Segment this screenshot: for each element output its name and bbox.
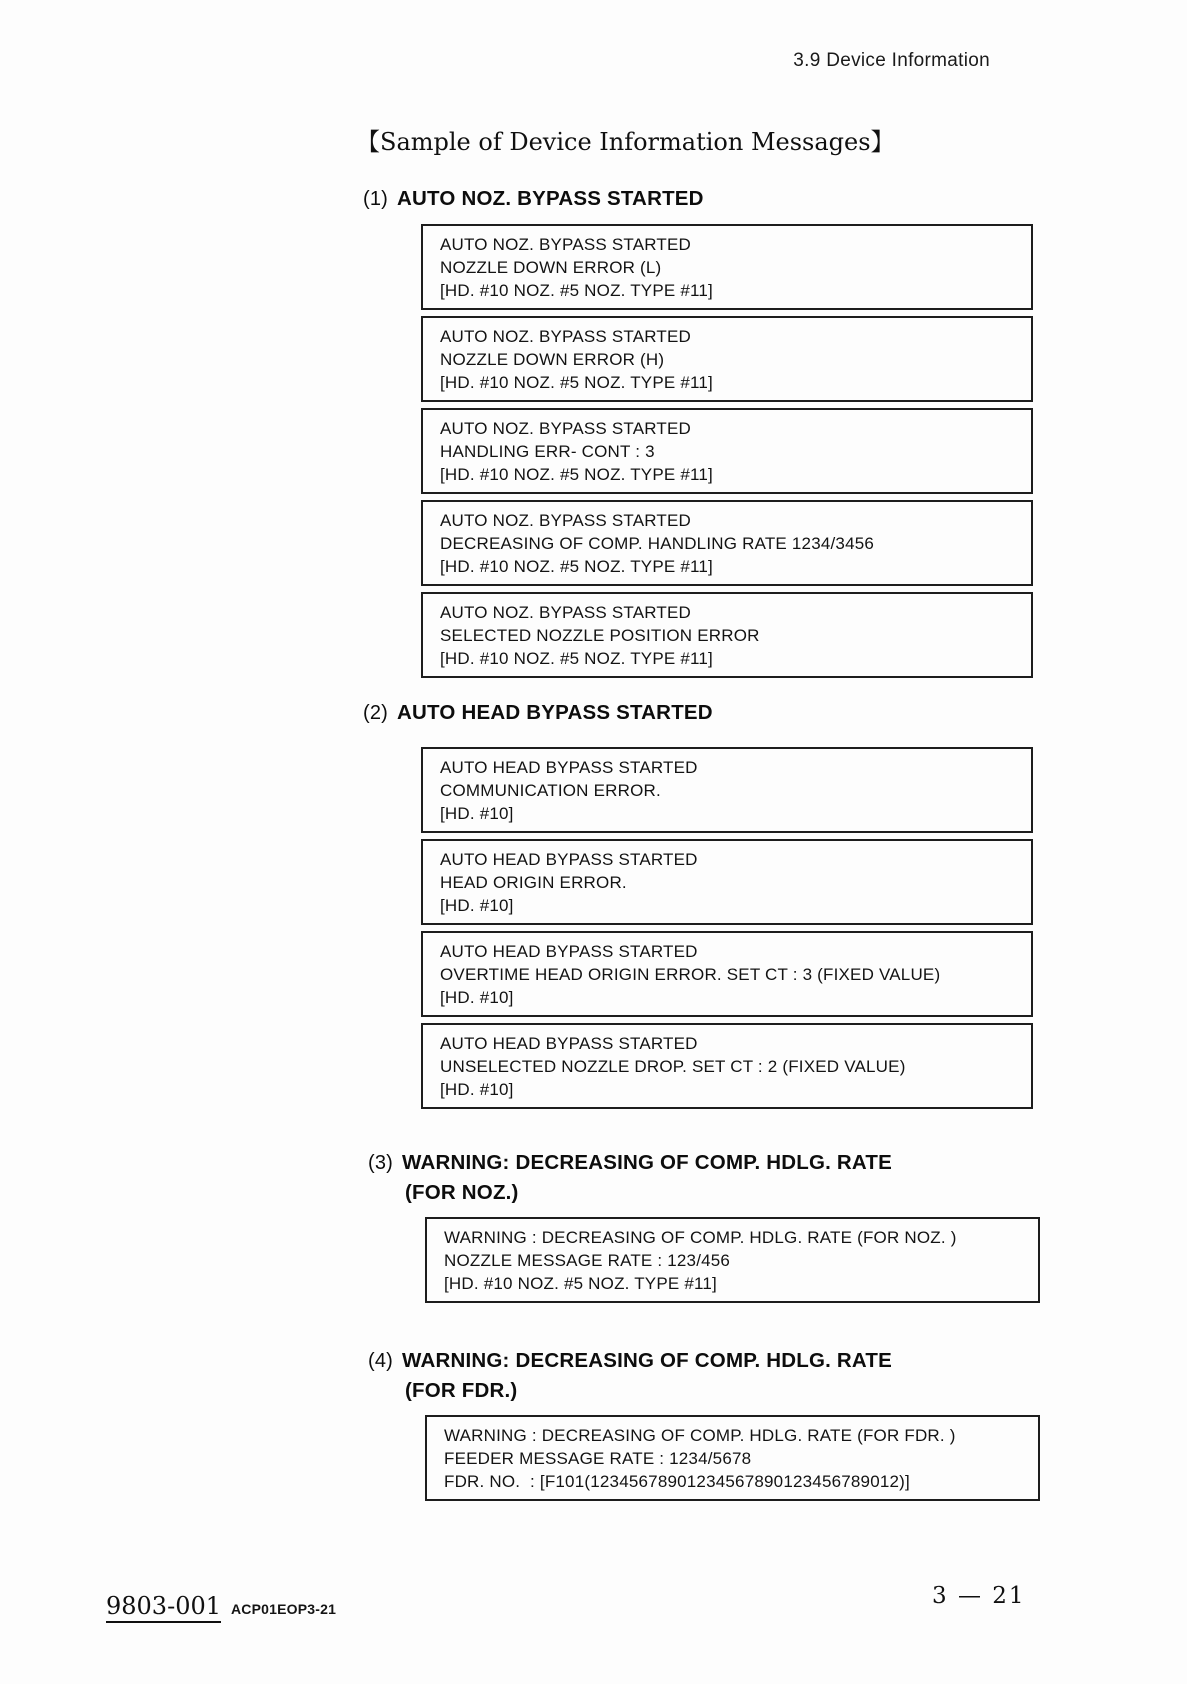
message-box-group-1 <box>421 224 1033 684</box>
message-box <box>421 592 1033 678</box>
message-line: AUTO HEAD BYPASS STARTED <box>440 942 698 961</box>
message-box <box>421 747 1033 833</box>
section-heading-1 <box>363 184 704 214</box>
message-line: NOZZLE DOWN ERROR (L) <box>440 258 662 277</box>
message-line: [HD. #10 NOZ. #5 NOZ. TYPE #11] <box>444 1274 717 1293</box>
message-box <box>421 224 1033 310</box>
section-heading-text: AUTO NOZ. BYPASS STARTED <box>397 187 704 210</box>
message-line: WARNING : DECREASING OF COMP. HDLG. RATE (FOR FDR. ) <box>444 1426 956 1445</box>
message-box-group-2 <box>421 747 1033 1115</box>
message-line: [HD. #10] <box>440 988 514 1007</box>
message-box-group-3 <box>425 1217 1040 1309</box>
message-line: AUTO NOZ. BYPASS STARTED <box>440 327 692 346</box>
message-line: [HD. #10 NOZ. #5 NOZ. TYPE #11] <box>440 649 713 668</box>
page-title: 【Sample of Device Information Messages】 <box>356 128 895 156</box>
section-heading-text: AUTO HEAD BYPASS STARTED <box>397 701 713 724</box>
message-line: UNSELECTED NOZZLE DROP. SET CT : 2 (FIXED VALUE) <box>440 1057 906 1076</box>
message-line: [HD. #10 NOZ. #5 NOZ. TYPE #11] <box>440 465 713 484</box>
section-number: (1) <box>363 188 389 210</box>
footer-doc-code: ACP01EOP3-21 <box>231 1601 337 1617</box>
footer-doc-number: 9803-001 <box>106 1592 221 1623</box>
message-line: AUTO HEAD BYPASS STARTED <box>440 850 698 869</box>
message-box <box>421 931 1033 1017</box>
message-line: SELECTED NOZZLE POSITION ERROR <box>440 626 760 645</box>
message-line: COMMUNICATION ERROR. <box>440 781 661 800</box>
section-number: (2) <box>363 702 389 724</box>
message-line: [HD. #10 NOZ. #5 NOZ. TYPE #11] <box>440 557 713 576</box>
message-line: NOZZLE DOWN ERROR (H) <box>440 350 665 369</box>
message-box <box>421 408 1033 494</box>
message-line: HANDLING ERR- CONT : 3 <box>440 442 655 461</box>
section-number: (4) <box>368 1350 394 1372</box>
section-heading-line2: (FOR NOZ.) <box>405 1181 519 1204</box>
section-heading-text: WARNING: DECREASING OF COMP. HDLG. RATE <box>402 1151 892 1174</box>
message-line: AUTO NOZ. BYPASS STARTED <box>440 419 692 438</box>
message-box <box>425 1217 1040 1303</box>
section-number: (3) <box>368 1152 394 1174</box>
message-line: AUTO NOZ. BYPASS STARTED <box>440 603 692 622</box>
message-line: [HD. #10 NOZ. #5 NOZ. TYPE #11] <box>440 373 713 392</box>
message-line: OVERTIME HEAD ORIGIN ERROR. SET CT : 3 (FIXED VALUE) <box>440 965 941 984</box>
message-line: NOZZLE MESSAGE RATE : 123/456 <box>444 1251 731 1270</box>
message-box <box>425 1415 1040 1501</box>
message-line: AUTO HEAD BYPASS STARTED <box>440 758 698 777</box>
section-heading-line2: (FOR FDR.) <box>405 1379 518 1402</box>
message-line: HEAD ORIGIN ERROR. <box>440 873 627 892</box>
footer-page-number: 3 — 21 <box>932 1583 1026 1609</box>
message-line: [HD. #10 NOZ. #5 NOZ. TYPE #11] <box>440 281 713 300</box>
message-line: [HD. #10] <box>440 804 514 823</box>
message-box <box>421 1023 1033 1109</box>
message-line: [HD. #10] <box>440 896 514 915</box>
message-line: FDR. NO. : [F101(12345678901234567890123456789012)] <box>444 1472 910 1491</box>
message-line: FEEDER MESSAGE RATE : 1234/5678 <box>444 1449 752 1468</box>
message-line: AUTO NOZ. BYPASS STARTED <box>440 235 692 254</box>
message-line: AUTO NOZ. BYPASS STARTED <box>440 511 692 530</box>
message-box <box>421 839 1033 925</box>
message-box-group-4 <box>425 1415 1040 1507</box>
section-heading-text: WARNING: DECREASING OF COMP. HDLG. RATE <box>402 1349 892 1372</box>
message-line: AUTO HEAD BYPASS STARTED <box>440 1034 698 1053</box>
footer-left <box>106 1592 336 1623</box>
section-heading-2 <box>363 698 713 728</box>
message-box <box>421 316 1033 402</box>
section-heading-3 <box>368 1148 892 1208</box>
message-line: DECREASING OF COMP. HANDLING RATE 1234/3456 <box>440 534 875 553</box>
message-line: WARNING : DECREASING OF COMP. HDLG. RATE (FOR NOZ. ) <box>444 1228 957 1247</box>
section-heading-4 <box>368 1346 892 1406</box>
message-box <box>421 500 1033 586</box>
chapter-header: 3.9 Device Information <box>793 50 990 71</box>
message-line: [HD. #10] <box>440 1080 514 1099</box>
